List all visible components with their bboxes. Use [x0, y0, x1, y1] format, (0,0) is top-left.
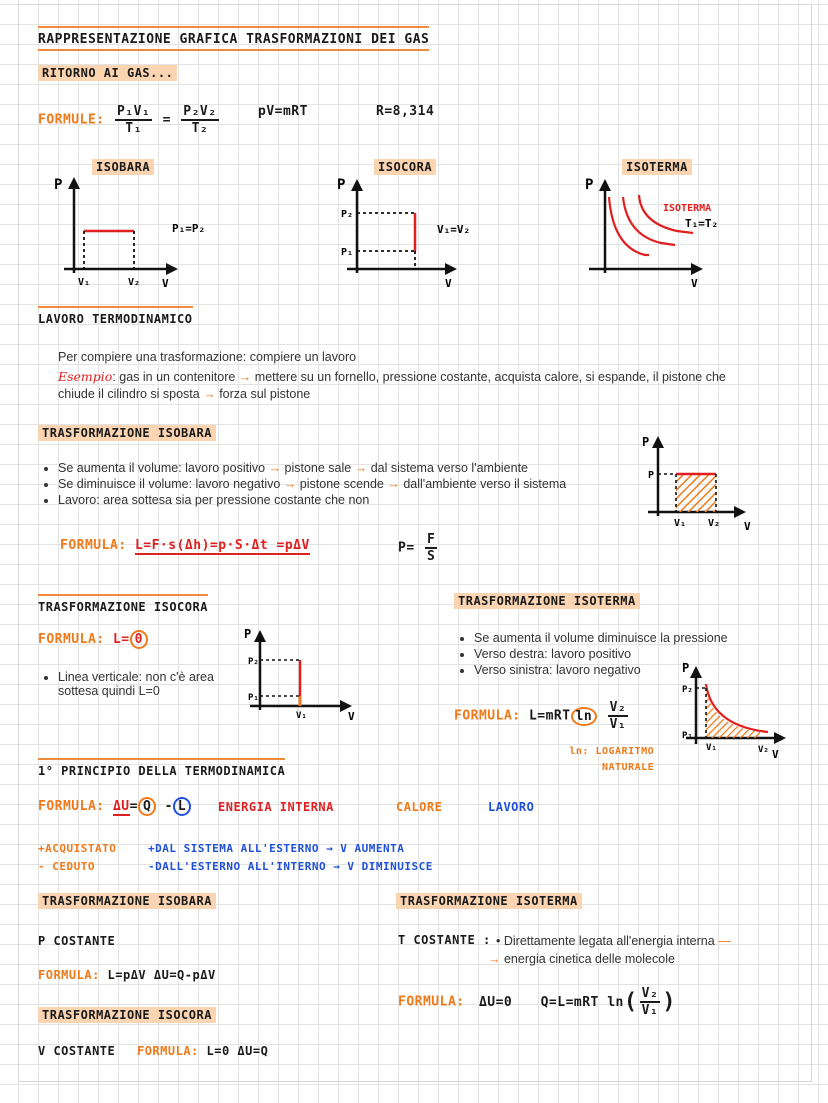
v-axis-label: V: [348, 710, 355, 723]
v-axis-label: V: [445, 277, 452, 290]
formulas-line: FORMULE: $\frac{\text{P₁V₁}}{\text{T₁}}$ = $\frac{\text{P₂V₂}}{\text{T₂}}$: [38, 104, 217, 136]
lavoro-line1: Per compiere una trasformazione: compiere un lavoro: [58, 350, 357, 364]
isobara-bullets: [42, 461, 566, 509]
p1-label: P₁: [341, 247, 354, 258]
p1-label: P₁: [682, 731, 693, 741]
isocora-bullets: [42, 670, 232, 700]
summary-isoterma-notes: • Direttamente legata all'energia interna — → energia cinetica delle molecole: [488, 934, 731, 966]
isocora-formula: FORMULA: L= 0: [38, 630, 148, 649]
lavoro-line2: Esempio: gas in un contenitore → mettere su un fornello, pressione costante, acquista calore, si espande, il pistone che: [58, 369, 726, 384]
v1-label: V₁: [296, 711, 307, 721]
summary-isocora-row: V COSTANTE FORMULA: L=0 ΔU=Q: [38, 1044, 269, 1058]
v-axis-label: V: [691, 277, 698, 290]
list-item: • Linea verticale: non c'è area sottesa quindi L=0: [58, 670, 232, 698]
lavoro-line3: chiude il cilindro si sposta → forza sul pistone: [58, 387, 311, 401]
ideal-gas-law: pV=mRT: [258, 104, 308, 119]
isobara-area-graph: [640, 432, 770, 532]
primo-principio-formula: FORMULA: ΔU= Q - L: [38, 797, 191, 816]
p-axis-label: P: [54, 177, 63, 193]
isocora-title: ISOCORA: [374, 160, 436, 174]
v1-label: V₁: [706, 743, 717, 753]
isocora-graph: [335, 175, 485, 290]
p2-label: P₂: [248, 657, 259, 667]
p-axis-label: P: [585, 177, 594, 193]
summary-isoterma-const: T COSTANTE :: [398, 933, 491, 947]
summary-isoterma-heading: TRASFORMAZIONE ISOTERMA: [396, 894, 582, 908]
pressure-formula: P= $\frac{F}{S}$: [398, 532, 436, 564]
isoterma-formula: FORMULA: L=mRT ln $\frac{\text{V₂}}{\text{V₁}}$: [454, 700, 627, 732]
acquistato-ceduto: +ACQUISTATO - CEDUTO: [38, 842, 117, 873]
v-axis-label: V: [744, 520, 751, 533]
sign-convention: +DAL SISTEMA ALL'ESTERNO → V AUMENTA -DALL'ESTERNO ALL'INTERNO → V DIMINUISCE: [148, 842, 433, 873]
list-item: • Se aumenta il volume: lavoro positivo → pistone sale → dal sistema verso l'ambiente: [58, 461, 566, 475]
summary-isobara-heading: TRASFORMAZIONE ISOBARA: [38, 894, 216, 908]
v-axis-label: V: [162, 277, 169, 290]
isoterma-heading: TRASFORMAZIONE ISOTERMA: [454, 594, 640, 608]
isobara-formula: FORMULA: L=F·s(Δh)=p·S·Δt =pΔV: [60, 538, 310, 553]
p1-label: P₁: [248, 693, 259, 703]
ln-note: ln: LOGARITMO NATURALE: [569, 746, 655, 773]
gas-constant: R=8,314: [376, 104, 435, 119]
list-item: • Verso destra: lavoro positivo: [474, 647, 728, 661]
isoterma-label: ISOTERMA: [663, 203, 712, 214]
page-subtitle: RITORNO AI GAS...: [38, 66, 177, 80]
isobara-title: ISOBARA: [92, 160, 154, 174]
p-axis-label: P: [337, 177, 346, 193]
p-axis-label: P: [244, 627, 252, 641]
v2-label: V₂: [708, 518, 721, 529]
energia-label: ENERGIA INTERNA: [218, 800, 334, 814]
isobara-condition: P₁=P₂: [172, 222, 206, 235]
calore-label: CALORE: [396, 800, 443, 814]
p2-label: P₂: [682, 685, 693, 695]
list-item: • Lavoro: area sottesa sia per pressione costante che non: [58, 493, 566, 507]
p-axis-label: P: [642, 435, 650, 449]
v1-label: V₁: [78, 277, 91, 288]
isobara-heading: TRASFORMAZIONE ISOBARA: [38, 426, 216, 440]
v2-label: V₂: [758, 745, 769, 755]
summary-isobara-formula: FORMULA: L=pΔV ΔU=Q-pΔV: [38, 968, 216, 982]
p2-label: P₂: [341, 209, 354, 220]
isocora-heading: TRASFORMAZIONE ISOCORA: [38, 594, 208, 614]
v1-label: V₁: [674, 518, 687, 529]
isobara-graph: [50, 175, 206, 290]
list-item: • Se diminuisce il volume: lavoro negativo → pistone scende → dall'ambiente verso il sistema: [58, 477, 566, 491]
page-title: RAPPRESENTAZIONE GRAFICA TRASFORMAZIONI DEI GAS: [38, 26, 429, 47]
primo-principio-heading: 1° PRINCIPIO DELLA TERMODINAMICA: [38, 758, 285, 778]
isocora-condition: V₁=V₂: [437, 223, 471, 236]
lavoro-label: LAVORO: [488, 800, 535, 814]
isocora-graph-small: [238, 624, 368, 724]
summary-isoterma-formula: FORMULA: ΔU=0 Q=L=mRT ln( $\frac{\text{V₂}}{\text{V₁}}$ ): [398, 986, 677, 1018]
v-axis-label: V: [772, 748, 779, 761]
v2-label: V₂: [128, 277, 141, 288]
isoterma-condition: T₁=T₂: [685, 217, 719, 230]
list-item: • Se aumenta il volume diminuisce la pressione: [474, 631, 728, 645]
isoterma-graph: [585, 175, 755, 290]
isoterma-area-graph: [676, 660, 796, 760]
lavoro-heading: LAVORO TERMODINAMICO: [38, 306, 193, 326]
list-item: • Verso sinistra: lavoro negativo: [474, 663, 728, 677]
summary-isobara-const: P COSTANTE: [38, 934, 116, 948]
p-axis-label: P: [682, 661, 690, 675]
p-label: P: [648, 470, 655, 481]
isoterma-title: ISOTERMA: [622, 160, 692, 174]
summary-isocora-heading: TRASFORMAZIONE ISOCORA: [38, 1008, 216, 1022]
